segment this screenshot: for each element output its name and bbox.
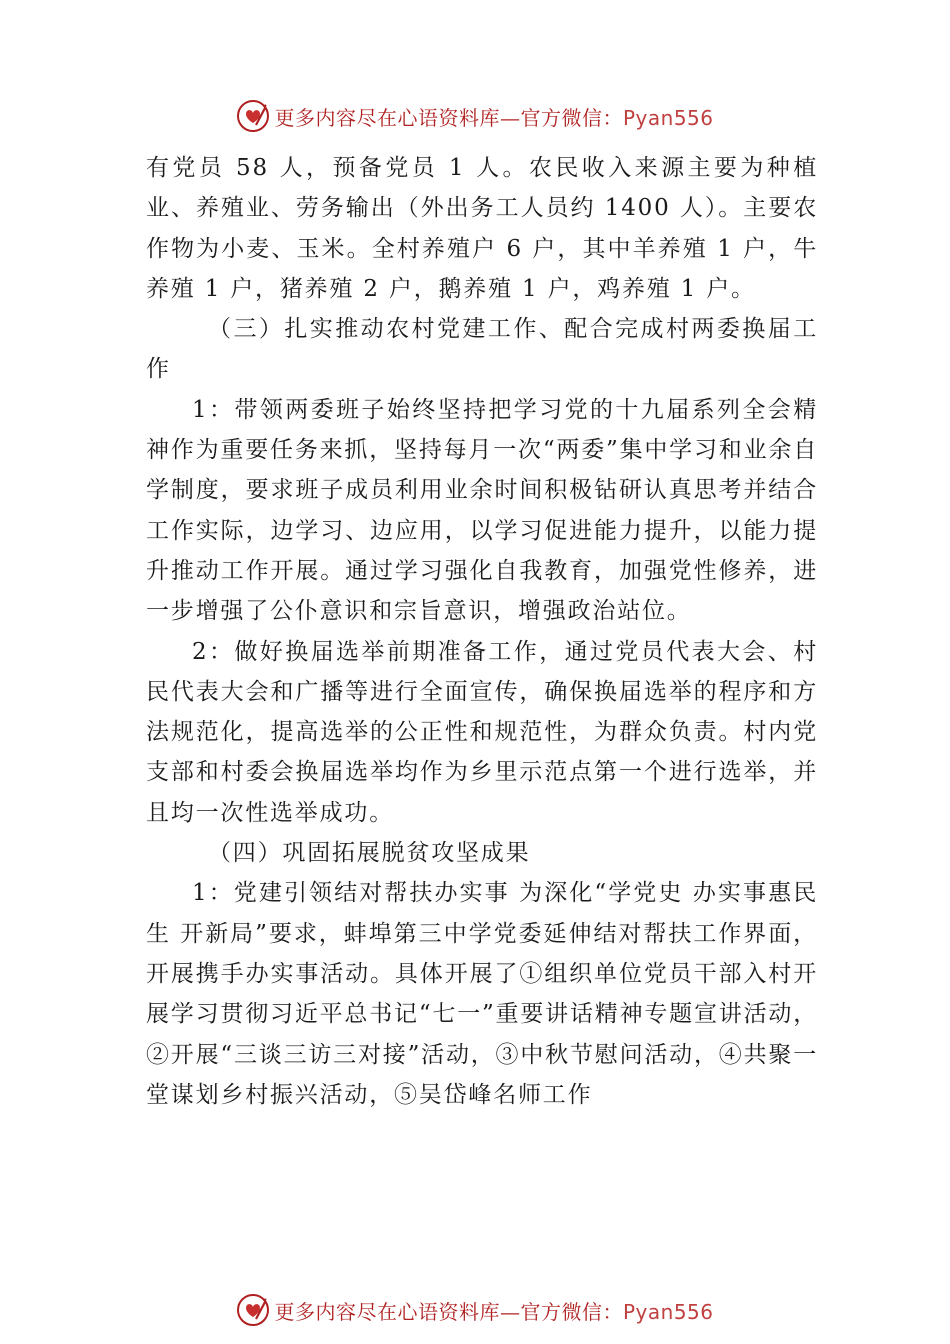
header-library-text: 更多内容尽在心语资料库 [274,105,500,130]
paragraph-village-overview: 有党员 58 人，预备党员 1 人。农民收入来源主要为种植业、养殖业、劳务输出（外出务工人员约 1400 人）。主要农作物为小麦、玉米。全村养殖户 6 户，其中羊养殖 1 户，牛养殖 1 户，猪养殖 2 户，鹅养殖 1 户，鸡养殖 1 户。 [146,155,818,302]
header-banner-text [274,102,713,131]
section-heading-4: （四）巩固拓展脱贫攻坚成果 [208,840,531,867]
pen-heart-logo-icon [236,99,270,133]
header-banner [0,96,950,136]
header-wechat-label: 官方微信： [520,105,623,130]
header-separator: — [499,105,521,130]
footer-wechat-id: Pyan556 [622,1299,714,1324]
document-body [146,148,818,1115]
paragraph-study-plan: 1：带领两委班子始终坚持把学习党的十九届系列全会精神作为重要任务来抓，坚持每月一次“两委”集中学习和业余自学制度，要求班子成员利用业余时间积极钻研认真思考并结合工作实际，边学习、边应用，以学习促进能力提升，以能力提升推动工作开展。通过学习强化自我教育，加强党性修养，进一步增强了公仆意识和宗旨意识，增强政治站位。 [146,396,818,625]
paragraph-poverty-assistance: 1：党建引领结对帮扶办实事 为深化“学党史 办实事惠民生 开新局”要求，蚌埠第三中学党委延伸结对帮扶工作界面，开展携手办实事活动。具体开展了①组织单位党员干部入村开展学习贯彻习近平总书记“七一”重要讲话精神专题宣讲活动，②开展“三谈三访三对接”活动，③中秋节慰问活动，④共聚一堂谋划乡村振兴活动，⑤吴岱峰名师工作 [146,880,818,1108]
footer-banner-text [274,1296,713,1325]
header-wechat-id: Pyan556 [622,105,714,130]
footer-banner [0,1290,950,1330]
pen-heart-logo-icon [236,1293,270,1327]
footer-separator: — [499,1299,521,1324]
section-heading-3: （三）扎实推动农村党建工作、配合完成村两委换届工作 [146,316,818,383]
footer-library-text: 更多内容尽在心语资料库 [274,1299,500,1324]
footer-wechat-label: 官方微信： [520,1299,623,1324]
paragraph-election: 2：做好换届选举前期准备工作，通过党员代表大会、村民代表大会和广播等进行全面宣传，确保换届选举的程序和方法规范化，提高选举的公正性和规范性，为群众负责。村内党支部和村委会换届选举均作为乡里示范点第一个进行选举，并且均一次性选举成功。 [146,638,818,826]
